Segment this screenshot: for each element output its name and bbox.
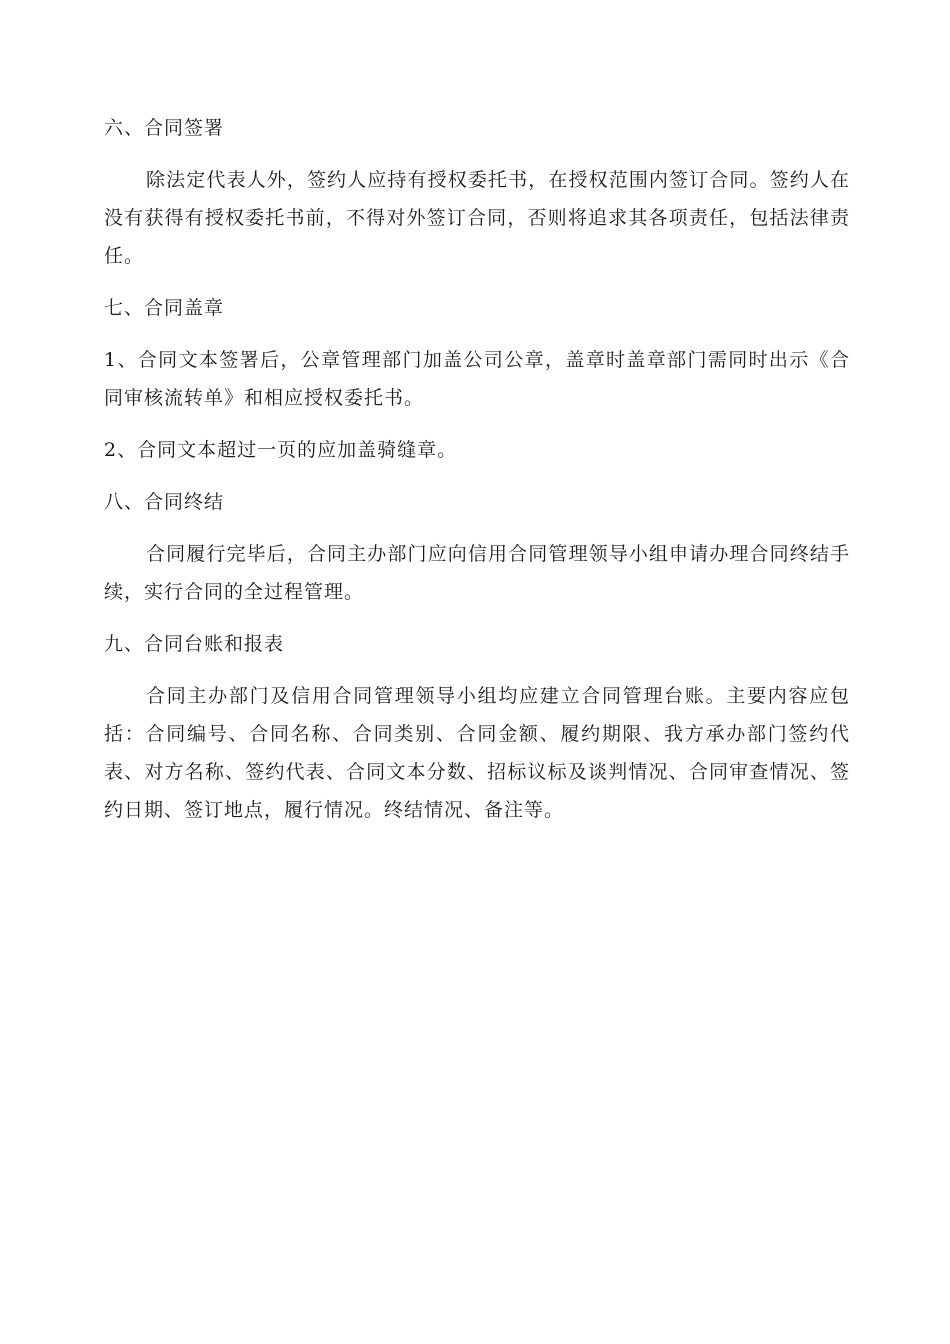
sealing-paragraph-1: 1、合同文本签署后，公章管理部门加盖公司公章，盖章时盖章部门需同时出示《合同审核流转单》和相应授权委托书。 (104, 349, 850, 409)
ledger-paragraph: 合同主办部门及信用合同管理领导小组均应建立合同管理台账。主要内容应包括：合同编号、合同名称、合同类别、合同金额、履约期限、我方承办部门签约代表、对方名称、签约代表、合同文本分数、招标议标及谈判情况、合同审查情况、签约日期、签订地点，履行情况。终结情况、备注等。 (104, 685, 850, 821)
document-body (104, 109, 850, 843)
signing-paragraph: 除法定代表人外，签约人应持有授权委托书，在授权范围内签订合同。签约人在没有获得有授权委托书前，不得对外签订合同，否则将追求其各项责任，包括法律责任。 (104, 169, 850, 267)
section-heading-ledger: 九、合同台账和报表 (104, 633, 285, 655)
section-heading-termination: 八、合同终结 (104, 491, 225, 513)
section-heading-signing: 六、合同签署 (104, 117, 225, 139)
sealing-paragraph-2: 2、合同文本超过一页的应加盖骑缝章。 (104, 439, 458, 461)
termination-paragraph: 合同履行完毕后，合同主办部门应向信用合同管理领导小组申请办理合同终结手续，实行合同的全过程管理。 (104, 543, 850, 603)
section-heading-sealing: 七、合同盖章 (104, 297, 225, 319)
